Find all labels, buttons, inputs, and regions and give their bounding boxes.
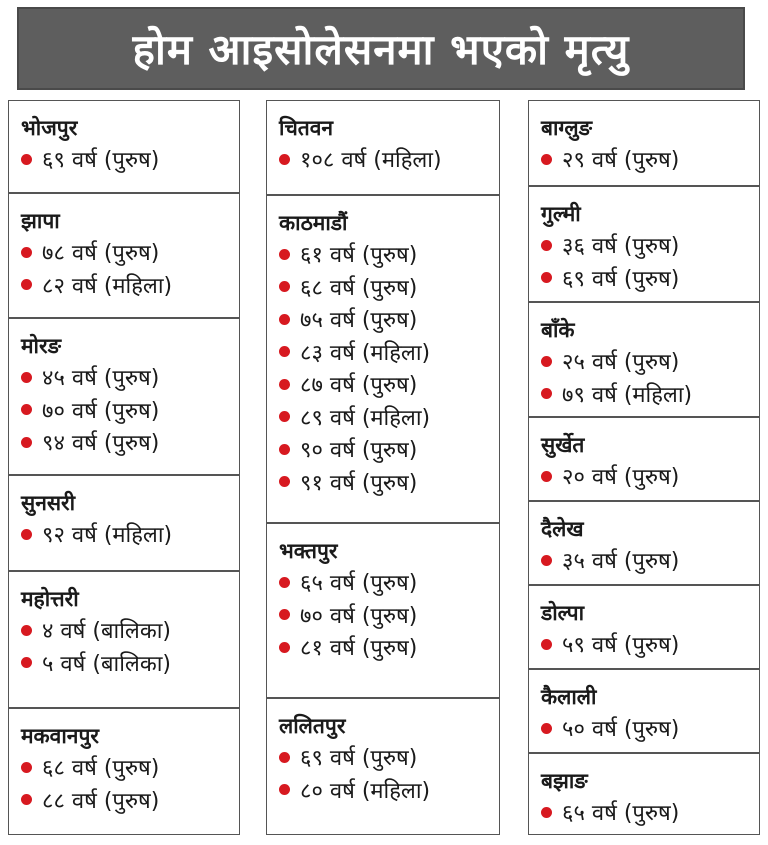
death-entry — [21, 784, 239, 817]
district-column-1 — [8, 100, 240, 835]
bullet-dot-icon — [279, 249, 290, 260]
district-card — [528, 669, 760, 753]
district-card — [266, 523, 500, 698]
death-entry-text: ९० वर्ष (पुरुष) — [300, 438, 418, 464]
district-name: सुनसरी — [21, 491, 76, 515]
district-name: मकवानपुर — [21, 724, 99, 748]
death-entry — [541, 143, 759, 176]
bullet-dot-icon — [21, 404, 32, 415]
death-entry-text: ८९ वर्ष (महिला) — [300, 405, 431, 431]
death-entry — [279, 238, 499, 271]
death-entry-text: ९२ वर्ष (महिला) — [42, 523, 173, 549]
death-entry-text: ८७ वर्ष (पुरुष) — [300, 373, 418, 399]
death-entry — [541, 796, 759, 829]
bullet-dot-icon — [21, 372, 32, 383]
death-entry-text: ९१ वर्ष (पुरुष) — [300, 470, 418, 496]
district-name: बाग्लुङ — [541, 116, 592, 140]
district-card — [8, 193, 240, 318]
bullet-dot-icon — [21, 247, 32, 258]
death-entry — [541, 712, 759, 745]
bullet-dot-icon — [279, 346, 290, 357]
death-entry — [21, 361, 239, 394]
death-entry — [541, 345, 759, 378]
death-entry-text: २५ वर्ष (पुरुष) — [562, 350, 680, 376]
death-entry — [279, 433, 499, 466]
death-entry — [541, 628, 759, 661]
district-name: डोल्पा — [541, 601, 585, 625]
death-entry — [541, 544, 759, 577]
death-entry-text: ७० वर्ष (पुरुष) — [300, 603, 418, 629]
death-entry-text: ६९ वर्ष (पुरुष) — [42, 148, 160, 174]
death-entry — [279, 143, 499, 176]
death-entry — [279, 336, 499, 369]
district-card — [266, 195, 500, 523]
district-card — [8, 708, 240, 835]
bullet-dot-icon — [541, 639, 552, 650]
death-entry — [21, 269, 239, 302]
death-entry-text: ४ वर्ष (बालिका) — [42, 619, 172, 645]
death-entry — [279, 566, 499, 599]
death-entry-text: ७५ वर्ष (पुरुष) — [300, 308, 418, 334]
bullet-dot-icon — [279, 476, 290, 487]
bullet-dot-icon — [541, 471, 552, 482]
death-entry-text: ५० वर्ष (पुरुष) — [562, 717, 680, 743]
death-entry — [279, 271, 499, 304]
death-entry — [21, 518, 239, 551]
bullet-dot-icon — [279, 154, 290, 165]
death-entry-text: ८३ वर्ष (महिला) — [300, 340, 431, 366]
bullet-dot-icon — [279, 642, 290, 653]
death-entry-text: ६९ वर्ष (पुरुष) — [300, 746, 418, 772]
district-name: महोत्तरी — [21, 587, 79, 611]
bullet-dot-icon — [279, 784, 290, 795]
district-card — [8, 100, 240, 193]
death-entry — [21, 394, 239, 427]
district-name: बाँके — [541, 318, 575, 342]
page-title: होम आइसोलेसनमा भएको मृत्यु — [17, 7, 745, 90]
district-column-3 — [528, 100, 760, 835]
bullet-dot-icon — [279, 577, 290, 588]
bullet-dot-icon — [21, 279, 32, 290]
death-entry-text: ३५ वर्ष (पुरुष) — [562, 549, 680, 575]
death-entry-text: ८८ वर्ष (पुरुष) — [42, 788, 160, 814]
bullet-dot-icon — [279, 609, 290, 620]
district-name: भक्तपुर — [279, 539, 338, 563]
bullet-dot-icon — [21, 437, 32, 448]
death-entry — [279, 303, 499, 336]
district-name: भोजपुर — [21, 116, 78, 140]
death-entry — [541, 229, 759, 262]
death-entry-text: ६५ वर्ष (पुरुष) — [562, 801, 680, 827]
death-entry-text: ५९ वर्ष (पुरुष) — [562, 633, 680, 659]
death-entry-text: ५ वर्ष (बालिका) — [42, 651, 172, 677]
death-entry-text: ६८ वर्ष (पुरुष) — [42, 756, 160, 782]
bullet-dot-icon — [279, 314, 290, 325]
death-entry-text: ७९ वर्ष (महिला) — [562, 382, 693, 408]
bullet-dot-icon — [541, 356, 552, 367]
death-entry — [541, 378, 759, 411]
death-entry — [279, 466, 499, 499]
death-entry — [21, 143, 239, 176]
bullet-dot-icon — [21, 154, 32, 165]
bullet-dot-icon — [279, 411, 290, 422]
bullet-dot-icon — [279, 281, 290, 292]
district-name: दैलेख — [541, 517, 584, 541]
death-entry-text: ८१ वर्ष (पुरुष) — [300, 636, 418, 662]
district-card — [528, 186, 760, 302]
district-name: मोरङ — [21, 334, 61, 358]
death-entry — [541, 460, 759, 493]
death-entry — [279, 368, 499, 401]
district-card — [528, 100, 760, 186]
death-entry — [279, 631, 499, 664]
death-entry — [541, 262, 759, 295]
district-name: काठमाडौं — [279, 211, 348, 235]
bullet-dot-icon — [21, 762, 32, 773]
bullet-dot-icon — [541, 388, 552, 399]
district-name: कैलाली — [541, 685, 597, 709]
district-card — [528, 302, 760, 417]
district-card — [8, 571, 240, 708]
death-entry-text: ८० वर्ष (महिला) — [300, 778, 431, 804]
death-entry-text: १०८ वर्ष (महिला) — [300, 148, 442, 174]
bullet-dot-icon — [541, 240, 552, 251]
death-entry-text: ६८ वर्ष (पुरुष) — [300, 275, 418, 301]
death-entry-text: ८२ वर्ष (महिला) — [42, 273, 173, 299]
bullet-dot-icon — [541, 807, 552, 818]
death-entry-text: ६९ वर्ष (पुरुष) — [562, 266, 680, 292]
death-entry — [279, 741, 499, 774]
district-card — [266, 100, 500, 195]
bullet-dot-icon — [279, 444, 290, 455]
district-card — [8, 318, 240, 475]
death-entry — [21, 647, 239, 680]
district-card — [266, 698, 500, 835]
bullet-dot-icon — [541, 272, 552, 283]
bullet-dot-icon — [279, 379, 290, 390]
death-entry-text: ६१ वर्ष (पुरुष) — [300, 243, 418, 269]
bullet-dot-icon — [541, 555, 552, 566]
death-entry — [21, 236, 239, 269]
district-card — [528, 417, 760, 501]
bullet-dot-icon — [541, 154, 552, 165]
district-name: ललितपुर — [279, 714, 346, 738]
district-column-2 — [266, 100, 500, 835]
death-entry-text: ३६ वर्ष (पुरुष) — [562, 234, 680, 260]
death-entry-text: ९४ वर्ष (पुरुष) — [42, 431, 160, 457]
bullet-dot-icon — [21, 625, 32, 636]
death-entry-text: ७८ वर्ष (पुरुष) — [42, 241, 160, 267]
death-entry-text: ६५ वर्ष (पुरुष) — [300, 571, 418, 597]
district-card — [528, 585, 760, 669]
death-entry — [21, 751, 239, 784]
district-name: बझाङ — [541, 769, 588, 793]
death-entry — [279, 599, 499, 632]
district-card — [528, 501, 760, 585]
death-entry-text: २० वर्ष (पुरुष) — [562, 465, 680, 491]
district-name: गुल्मी — [541, 202, 581, 226]
death-entry — [279, 401, 499, 434]
district-card — [528, 753, 760, 835]
death-entry — [279, 774, 499, 807]
bullet-dot-icon — [21, 657, 32, 668]
bullet-dot-icon — [21, 529, 32, 540]
death-entry-text: २९ वर्ष (पुरुष) — [562, 148, 680, 174]
district-name: सुर्खेत — [541, 433, 585, 457]
death-entry — [21, 614, 239, 647]
death-entry-text: ७० वर्ष (पुरुष) — [42, 398, 160, 424]
bullet-dot-icon — [279, 752, 290, 763]
bullet-dot-icon — [21, 794, 32, 805]
district-card — [8, 475, 240, 571]
death-entry-text: ४५ वर्ष (पुरुष) — [42, 366, 160, 392]
death-entry — [21, 426, 239, 459]
bullet-dot-icon — [541, 723, 552, 734]
district-name: चितवन — [279, 116, 334, 140]
district-name: झापा — [21, 209, 60, 233]
